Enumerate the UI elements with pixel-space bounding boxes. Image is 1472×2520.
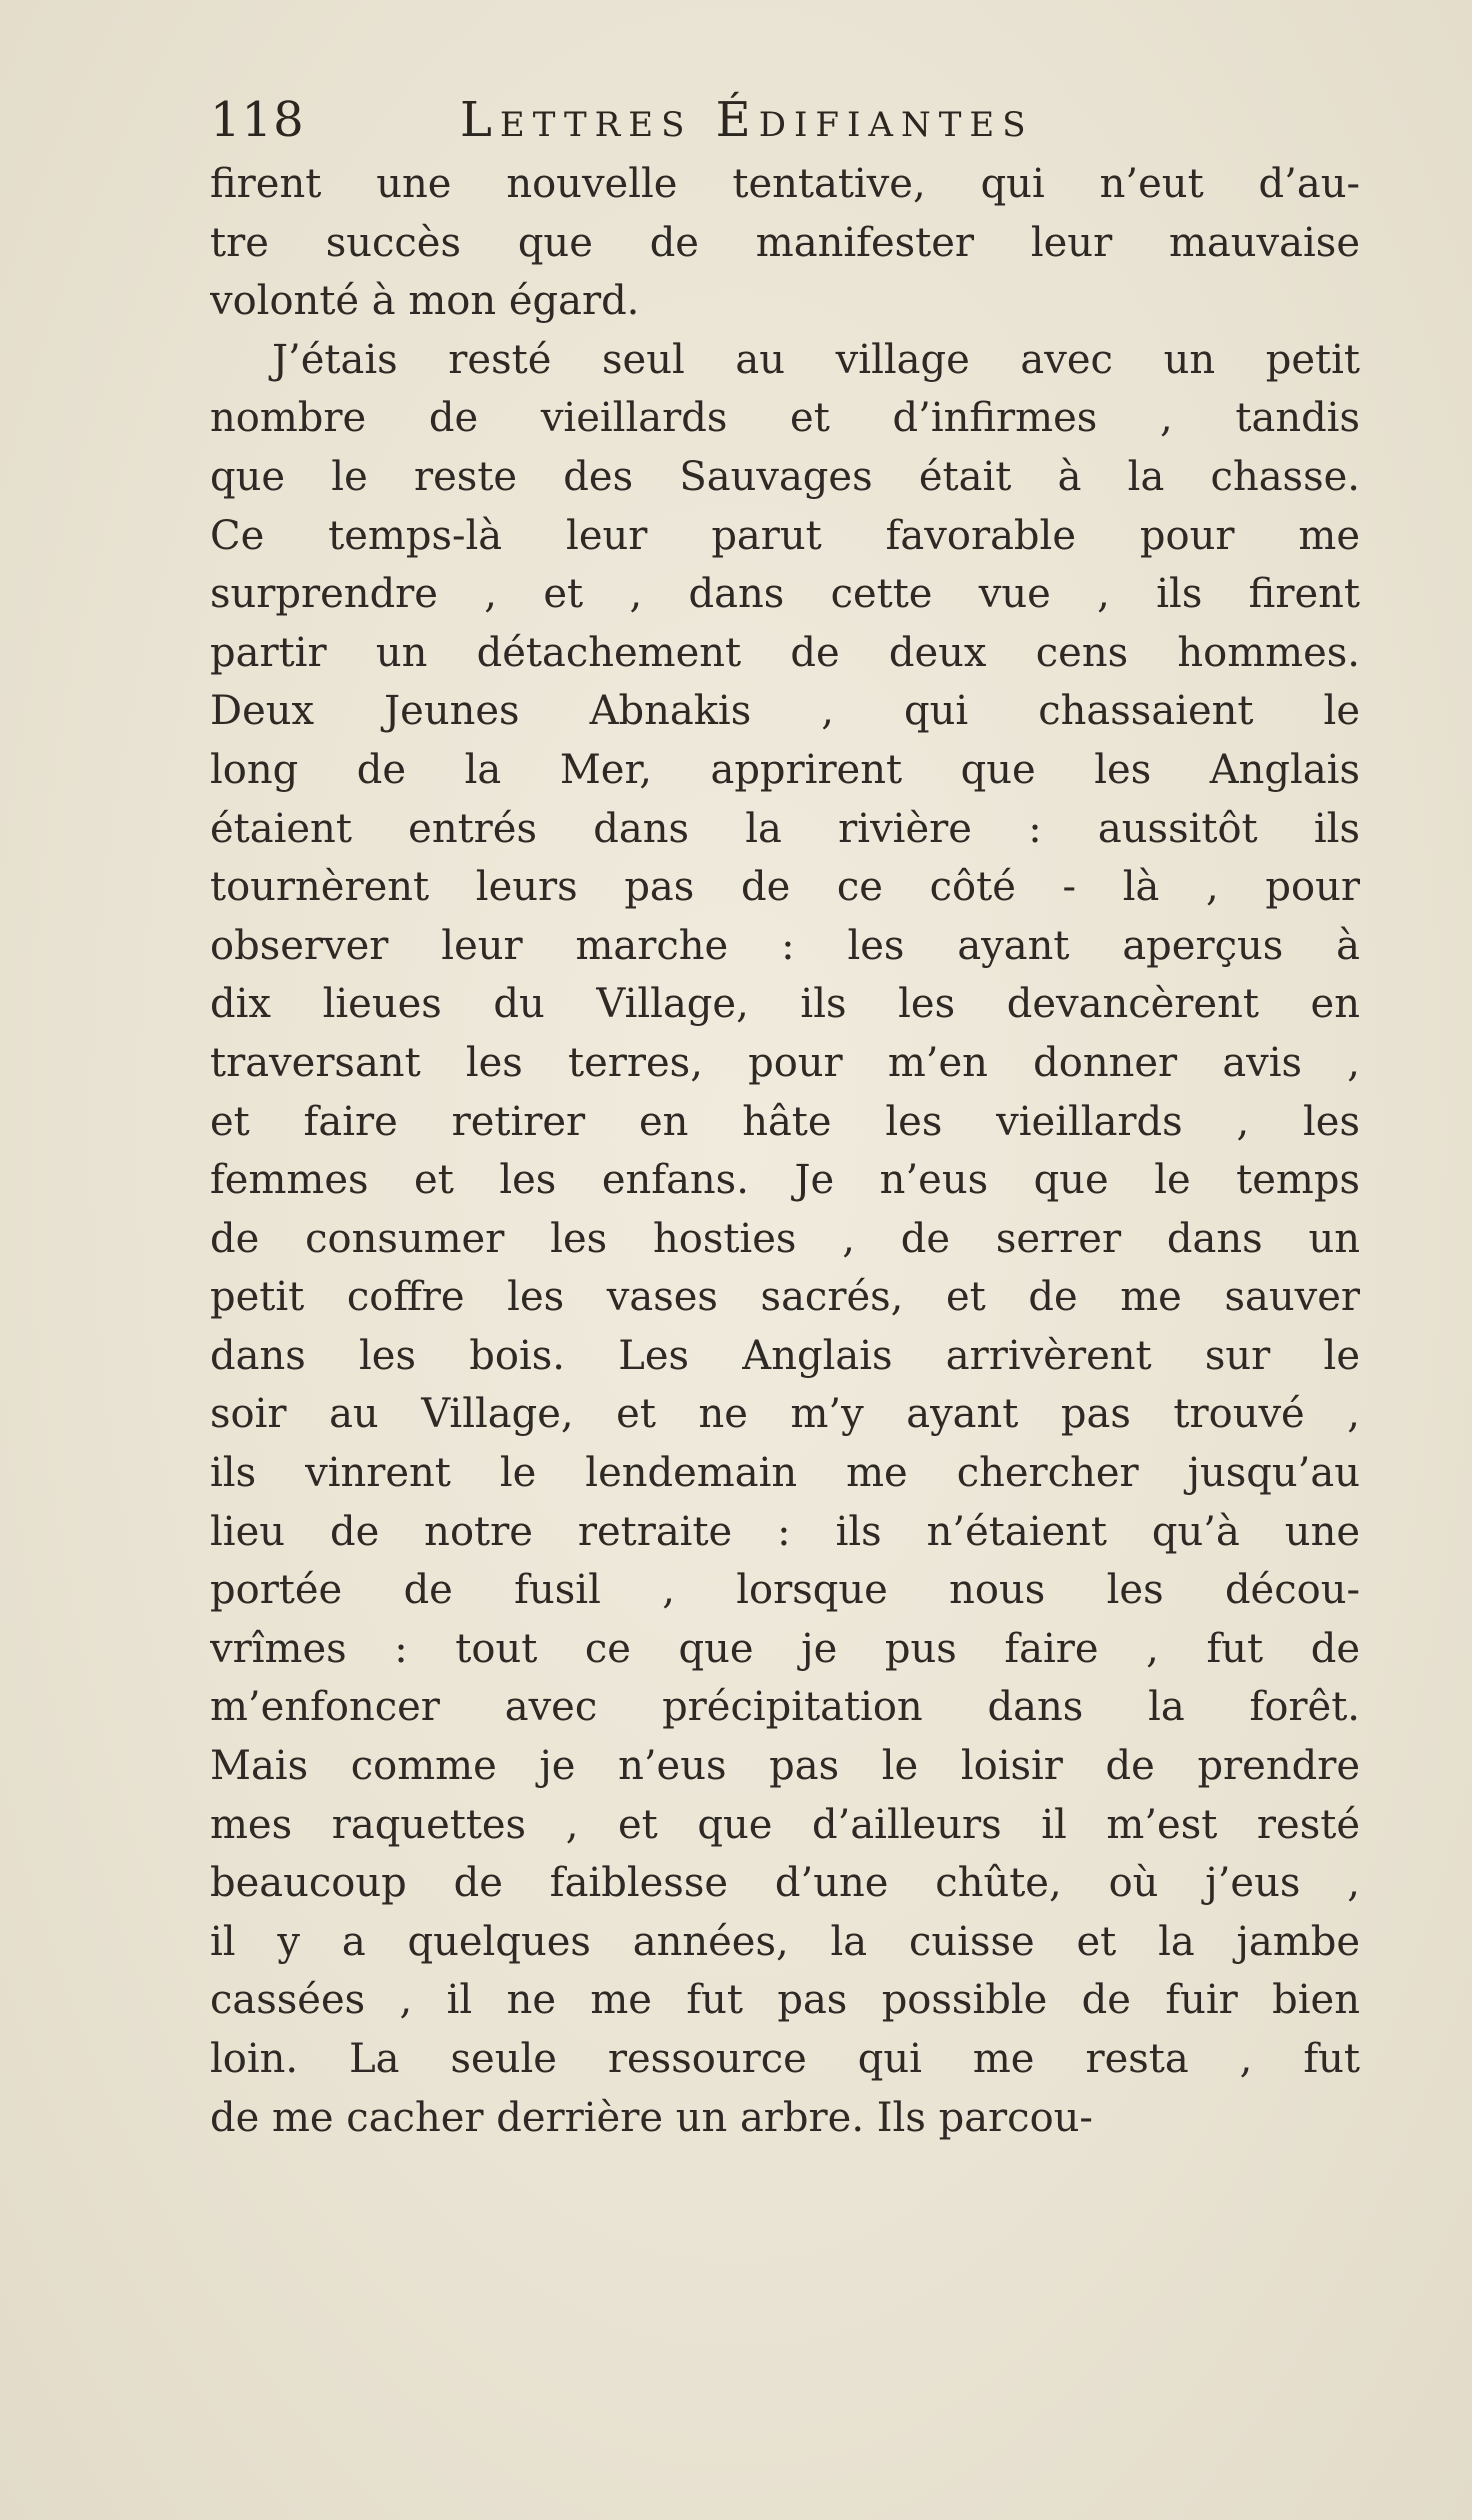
text-line: beaucoup de faiblesse d’une chûte, où j’eus , bbox=[210, 1860, 1360, 1907]
page-number: 118 bbox=[210, 92, 305, 148]
body-text bbox=[210, 155, 1360, 2147]
text-line: que le reste des Sauvages était à la chasse. bbox=[210, 453, 1360, 500]
text-line: tre succès que de manifester leur mauvaise bbox=[210, 219, 1360, 266]
text-line: long de la Mer, apprirent que les Anglais bbox=[210, 746, 1360, 793]
text-line: de me cacher derrière un arbre. Ils parcou- bbox=[210, 2094, 1093, 2141]
text-line: dans les bois. Les Anglais arrivèrent sur le bbox=[210, 1332, 1360, 1379]
text-line: nombre de vieillards et d’infirmes , tandis bbox=[210, 395, 1360, 442]
text-line: loin. La seule ressource qui me resta , fut bbox=[210, 2036, 1360, 2082]
text-line: firent une nouvelle tentative, qui n’eut d’au- bbox=[210, 161, 1360, 207]
text-line: il y a quelques années, la cuisse et la jambe bbox=[210, 1918, 1360, 1965]
text-line: de consumer les hosties , de serrer dans un bbox=[210, 1215, 1360, 1262]
text-line: petit coffre les vases sacrés, et de me sauver bbox=[210, 1274, 1360, 1321]
text-line: surprendre , et , dans cette vue , ils firent bbox=[210, 571, 1360, 618]
text-line: tournèrent leurs pas de ce côté - là , pour bbox=[210, 864, 1360, 911]
text-line: Mais comme je n’eus pas le loisir de prendre bbox=[210, 1743, 1360, 1790]
running-title: Lettres Édifiantes bbox=[460, 92, 1034, 148]
text-line: femmes et les enfans. Je n’eus que le temps bbox=[210, 1157, 1360, 1204]
text-line: et faire retirer en hâte les vieillards , les bbox=[210, 1098, 1360, 1145]
text-line: cassées , il ne me fut pas possible de fuir bien bbox=[210, 1977, 1360, 2024]
text-line: vrîmes : tout ce que je pus faire , fut de bbox=[210, 1625, 1360, 1672]
text-line: lieu de notre retraite : ils n’étaient qu’à une bbox=[210, 1508, 1360, 1555]
text-line: soir au Village, et ne m’y ayant pas trouvé , bbox=[210, 1391, 1360, 1438]
page-header bbox=[210, 92, 1360, 152]
text-line: observer leur marche : les ayant aperçus à bbox=[210, 922, 1360, 969]
text-line: m’enfoncer avec précipitation dans la forêt. bbox=[210, 1684, 1360, 1731]
text-line: partir un détachement de deux cens hommes. bbox=[210, 629, 1360, 676]
text-line: portée de fusil , lorsque nous les décou- bbox=[210, 1567, 1360, 1614]
text-line: traversant les terres, pour m’en donner avis , bbox=[210, 1039, 1360, 1086]
text-line: volonté à mon égard. bbox=[210, 278, 640, 325]
text-line: Ce temps-là leur parut favorable pour me bbox=[210, 512, 1360, 559]
text-line: mes raquettes , et que d’ailleurs il m’est resté bbox=[210, 1801, 1360, 1848]
text-line: ils vinrent le lendemain me chercher jusqu’au bbox=[210, 1450, 1360, 1497]
text-line: J’étais resté seul au village avec un petit bbox=[272, 336, 1360, 383]
text-line: étaient entrés dans la rivière : aussitôt ils bbox=[210, 805, 1360, 852]
text-line: Deux Jeunes Abnakis , qui chassaient le bbox=[210, 688, 1360, 735]
text-line: dix lieues du Village, ils les devancèrent en bbox=[210, 981, 1360, 1028]
